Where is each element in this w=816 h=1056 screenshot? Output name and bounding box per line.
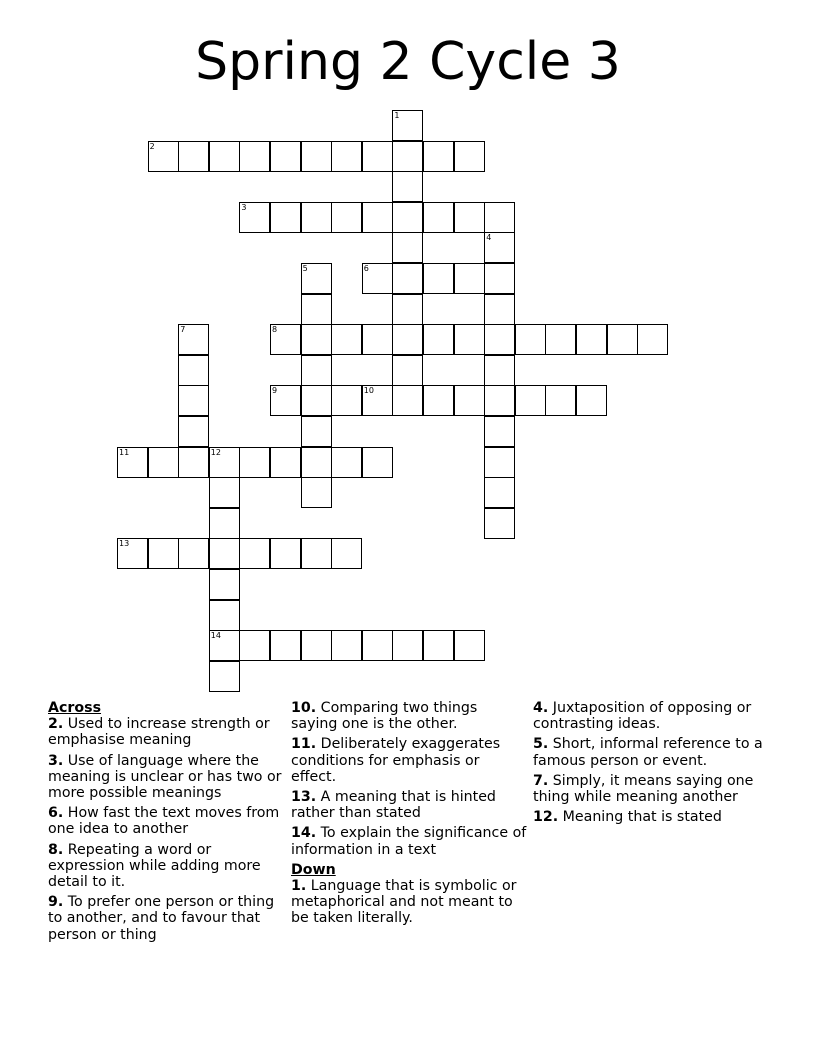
grid-cell[interactable] — [117, 538, 148, 569]
grid-cell[interactable] — [423, 202, 454, 233]
grid-cell[interactable] — [209, 538, 240, 569]
grid-cell[interactable] — [209, 630, 240, 661]
grid-cell[interactable] — [362, 385, 393, 416]
grid-cell[interactable] — [423, 630, 454, 661]
grid-cell[interactable] — [392, 110, 423, 141]
down-heading: Down — [291, 861, 336, 878]
clues-column-1 — [48, 700, 284, 947]
grid-cell[interactable] — [178, 538, 209, 569]
grid-cell[interactable] — [239, 538, 270, 569]
grid-cell[interactable] — [209, 477, 240, 508]
grid-cell[interactable] — [209, 600, 240, 631]
grid-cell[interactable] — [454, 630, 485, 661]
grid-cell[interactable] — [178, 141, 209, 172]
grid-cell[interactable] — [454, 141, 485, 172]
grid-cell[interactable] — [545, 385, 576, 416]
grid-cell[interactable] — [331, 630, 362, 661]
grid-cell[interactable] — [239, 447, 270, 478]
clue-across-3: 3. Use of language where the meaning is unclear or has two or more possible meanings — [48, 752, 282, 802]
grid-cell[interactable] — [576, 385, 607, 416]
clue-across-9: 9. To prefer one person or thing to another, and to favour that person or thing — [48, 894, 275, 943]
grid-cell[interactable] — [454, 385, 485, 416]
grid-cell[interactable] — [331, 538, 362, 569]
grid-cell[interactable] — [331, 324, 362, 355]
grid-cell[interactable] — [178, 355, 209, 386]
clue-across-14: 14. To explain the significance of information in a text — [291, 825, 527, 858]
clue-across-10: 10. Comparing two things saying one is the other. — [291, 700, 478, 733]
grid-cell[interactable] — [515, 385, 546, 416]
grid-cell[interactable] — [178, 324, 209, 355]
grid-cell[interactable] — [239, 202, 270, 233]
grid-cell[interactable] — [178, 385, 209, 416]
grid-cell[interactable] — [239, 141, 270, 172]
grid-cell[interactable] — [392, 141, 423, 172]
grid-cell[interactable] — [178, 416, 209, 447]
grid-cell[interactable] — [301, 324, 332, 355]
grid-cell[interactable] — [637, 324, 668, 355]
grid-cell[interactable] — [301, 447, 332, 478]
clue-down-4: 4. Juxtaposition of opposing or contrasting ideas. — [533, 700, 752, 733]
clue-number: 5 — [302, 264, 308, 273]
grid-cell[interactable] — [423, 141, 454, 172]
grid-cell[interactable] — [270, 630, 301, 661]
clue-number: 3 — [241, 202, 247, 212]
clue-number: 2 — [149, 141, 155, 151]
across-heading: Across — [48, 700, 102, 716]
grid-cell[interactable] — [545, 324, 576, 355]
grid-cell[interactable] — [362, 447, 393, 478]
grid-cell[interactable] — [331, 385, 362, 416]
grid-cell[interactable] — [209, 447, 240, 478]
clue-across-8: 8. Repeating a word or expression while adding more detail to it. — [48, 841, 261, 891]
grid-cell[interactable] — [301, 141, 332, 172]
clue-number: 14 — [210, 631, 221, 641]
grid-cell[interactable] — [392, 232, 423, 263]
grid-cell[interactable] — [454, 324, 485, 355]
clue-number: 13 — [119, 539, 130, 549]
clues-column-2 — [291, 700, 527, 931]
grid-cell[interactable] — [301, 202, 332, 233]
grid-cell[interactable] — [362, 141, 393, 172]
grid-cell[interactable] — [209, 661, 240, 692]
clue-down-7: 7. Simply, it means saying one thing while meaning another — [533, 772, 754, 806]
grid-cell[interactable] — [239, 630, 270, 661]
grid-cell[interactable] — [392, 355, 423, 386]
grid-cell[interactable] — [484, 508, 515, 539]
grid-cell[interactable] — [362, 324, 393, 355]
grid-cell[interactable] — [423, 324, 454, 355]
grid-cell[interactable] — [392, 324, 423, 355]
clue-down-1: 1. Language that is symbolic or metaphorical and not meant to be taken literally. — [291, 878, 517, 927]
grid-cell[interactable] — [484, 477, 515, 508]
grid-cell[interactable] — [484, 263, 515, 294]
grid-cell[interactable] — [209, 569, 240, 600]
clue-down-12: 12. Meaning that is stated — [533, 809, 722, 826]
grid-cell[interactable] — [270, 447, 301, 478]
clue-number: 12 — [210, 447, 221, 457]
grid-cell[interactable] — [209, 508, 240, 539]
grid-cell[interactable] — [117, 447, 148, 478]
grid-cell[interactable] — [362, 630, 393, 661]
grid-cell[interactable] — [454, 202, 485, 233]
grid-cell[interactable] — [392, 263, 423, 294]
clue-number: 8 — [272, 325, 278, 335]
grid-cell[interactable] — [270, 538, 301, 569]
clue-number: 1 — [394, 111, 400, 120]
clue-number: 9 — [272, 386, 278, 396]
grid-cell[interactable] — [454, 263, 485, 294]
grid-cell[interactable] — [484, 355, 515, 386]
grid-cell[interactable] — [484, 294, 515, 325]
grid-cell[interactable] — [392, 202, 423, 233]
clue-number: 4 — [486, 233, 492, 243]
grid-cell[interactable] — [392, 171, 423, 202]
grid-cell[interactable] — [148, 447, 179, 478]
grid-cell[interactable] — [301, 630, 332, 661]
grid-cell[interactable] — [270, 141, 301, 172]
grid-cell[interactable] — [270, 385, 301, 416]
grid-cell[interactable] — [301, 294, 332, 325]
grid-cell[interactable] — [270, 324, 301, 355]
grid-cell[interactable] — [301, 263, 332, 294]
grid-cell[interactable] — [270, 202, 301, 233]
grid-cell[interactable] — [148, 538, 179, 569]
grid-cell[interactable] — [484, 202, 515, 233]
grid-cell[interactable] — [392, 630, 423, 661]
grid-cell[interactable] — [392, 385, 423, 416]
clues-column-3 — [533, 700, 769, 829]
clue-number: 11 — [119, 447, 130, 457]
grid-cell[interactable] — [301, 355, 332, 386]
clue-across-13: 13. A meaning that is hinted rather than stated — [291, 789, 496, 822]
grid-cell[interactable] — [392, 294, 423, 325]
clue-number: 6 — [363, 264, 369, 273]
grid-cell[interactable] — [301, 477, 332, 508]
grid-cell[interactable] — [301, 538, 332, 569]
clue-across-6: 6. How fast the text moves from one idea to another — [48, 805, 280, 838]
grid-cell[interactable] — [301, 385, 332, 416]
grid-cell[interactable] — [331, 202, 362, 233]
grid-cell[interactable] — [301, 416, 332, 447]
clue-number: 10 — [363, 386, 374, 396]
grid-cell[interactable] — [484, 447, 515, 478]
grid-cell[interactable] — [607, 324, 638, 355]
grid-cell[interactable] — [331, 141, 362, 172]
clue-across-2: 2. Used to increase strength or emphasise meaning — [48, 716, 270, 749]
clue-across-11: 11. Deliberately exaggerates conditions for emphasis or effect. — [291, 736, 501, 785]
clue-number: 7 — [180, 325, 186, 335]
clue-down-5: 5. Short, informal reference to a famous person or event. — [533, 736, 763, 769]
grid-cell[interactable] — [576, 324, 607, 355]
grid-cell[interactable] — [423, 385, 454, 416]
grid-cell[interactable] — [484, 416, 515, 447]
grid-cell[interactable] — [423, 263, 454, 294]
grid-cell[interactable] — [148, 141, 179, 172]
grid-cell[interactable] — [362, 202, 393, 233]
grid-cell[interactable] — [484, 324, 515, 355]
page-title: Spring 2 Cycle 3 — [195, 32, 621, 92]
grid-cell[interactable] — [515, 324, 546, 355]
grid-cell[interactable] — [484, 232, 515, 263]
grid-cell[interactable] — [209, 141, 240, 172]
grid-cell[interactable] — [178, 447, 209, 478]
grid-cell[interactable] — [362, 263, 393, 294]
grid-cell[interactable] — [331, 447, 362, 478]
grid-cell[interactable] — [484, 385, 515, 416]
